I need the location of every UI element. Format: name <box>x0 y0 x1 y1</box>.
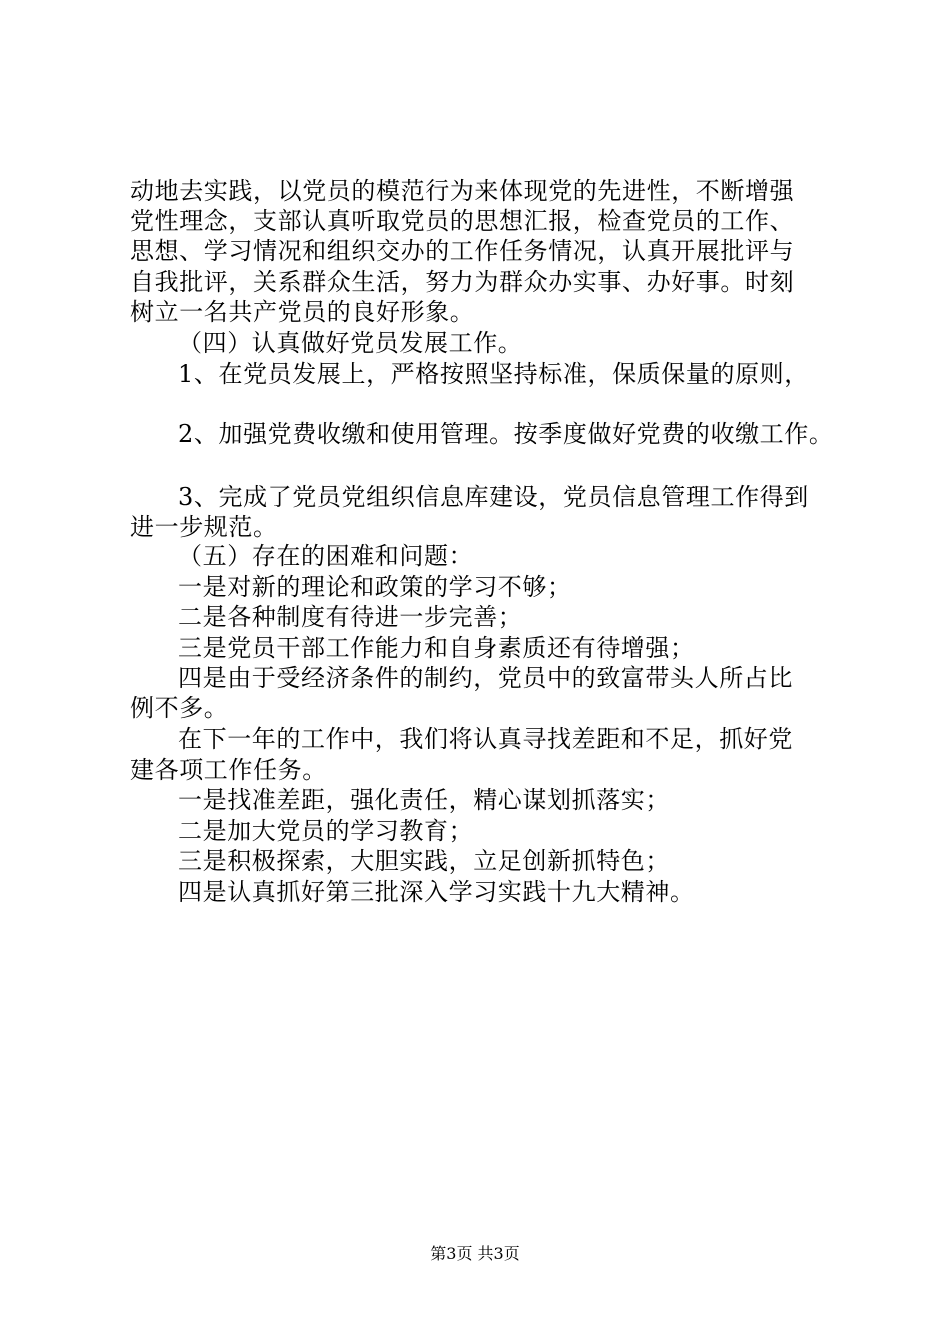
body-line: 在下一年的工作中，我们将认真寻找差距和不足，抓好党 <box>178 725 793 753</box>
section-heading: （五）存在的困难和问题： <box>178 542 474 570</box>
body-line: 思想、学习情况和组织交办的工作任务情况，认真开展批评与 <box>130 237 795 265</box>
body-line: 树立一名共产党员的良好形象。 <box>130 298 475 326</box>
body-line: 一是对新的理论和政策的学习不够； <box>178 573 572 601</box>
body-line: 四是认真抓好第三批深入学习实践十九大精神。 <box>178 878 695 906</box>
page-number: 第3页 共3页 <box>430 1244 520 1263</box>
body-line: 党性理念，支部认真听取党员的思想汇报，检查党员的工作、 <box>130 207 795 235</box>
body-line: 进一步规范。 <box>130 513 278 541</box>
body-line: 自我批评，关系群众生活，努力为群众办实事、办好事。时刻 <box>130 268 795 296</box>
body-line: 二是各种制度有待进一步完善； <box>178 603 523 631</box>
body-line: 一是找准差距，强化责任，精心谋划抓落实； <box>178 786 670 814</box>
body-line: 1、在党员发展上，严格按照坚持标准，保质保量的原则， <box>178 360 809 388</box>
section-heading: （四）认真做好党员发展工作。 <box>178 329 523 357</box>
body-line: 2、加强党费收缴和使用管理。按季度做好党费的收缴工作。 <box>178 420 834 448</box>
body-line: 三是积极探索，大胆实践，立足创新抓特色； <box>178 847 670 875</box>
body-line: 动地去实践，以党员的模范行为来体现党的先进性，不断增强 <box>130 177 795 205</box>
body-line: 3、完成了党员党组织信息库建设，党员信息管理工作得到 <box>178 483 809 511</box>
body-line: 二是加大党员的学习教育； <box>178 817 474 845</box>
body-line: 建各项工作任务。 <box>130 756 327 784</box>
body-line: 例不多。 <box>130 694 229 722</box>
body-line: 三是党员干部工作能力和自身素质还有待增强； <box>178 634 695 662</box>
body-line: 四是由于受经济条件的制约，党员中的致富带头人所占比 <box>178 664 793 692</box>
